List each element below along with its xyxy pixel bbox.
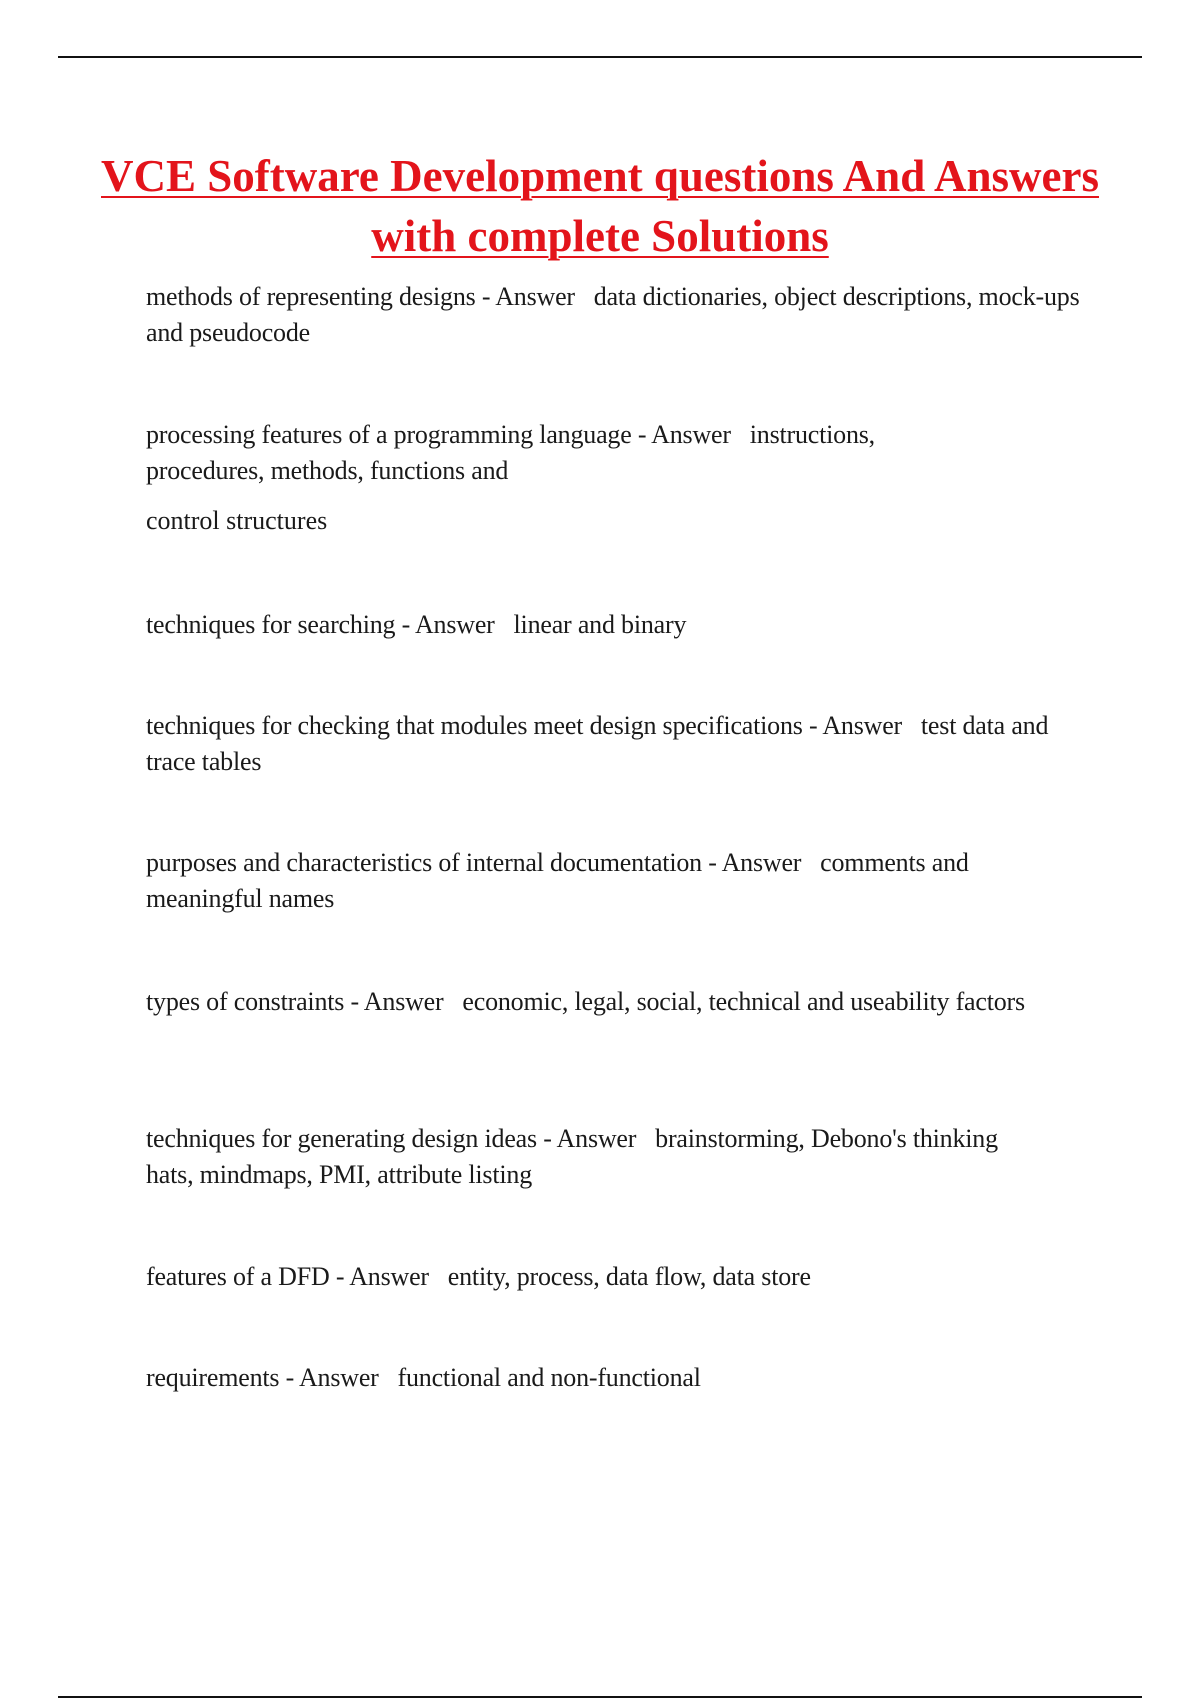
qa-item bbox=[146, 1360, 1086, 1396]
document-title: VCE Software Development questions And Answers with complete Solutions bbox=[101, 151, 1099, 261]
answer-text: functional and non-functional bbox=[397, 1363, 701, 1392]
qa-item bbox=[146, 708, 1086, 780]
answer-separator: - Answer bbox=[475, 282, 594, 311]
question-text: types of constraints bbox=[146, 987, 345, 1016]
qa-item bbox=[146, 417, 996, 489]
answer-separator: - Answer bbox=[329, 1262, 448, 1291]
answer-text: test data and trace tables bbox=[146, 711, 1055, 776]
answer-text: entity, process, data flow, data store bbox=[447, 1262, 811, 1291]
answer-separator: - Answer bbox=[279, 1363, 398, 1392]
answer-text: instructions, procedures, methods, functions and bbox=[146, 420, 882, 485]
question-text: methods of representing designs bbox=[146, 282, 476, 311]
qa-item bbox=[146, 1259, 1086, 1295]
answer-separator: - Answer bbox=[701, 848, 821, 877]
qa-item bbox=[146, 607, 1086, 643]
question-text: techniques for searching bbox=[146, 610, 396, 639]
question-text: purposes and characteristics of internal documentation bbox=[146, 848, 702, 877]
question-text: features of a DFD bbox=[146, 1262, 330, 1291]
answer-separator: - Answer bbox=[344, 987, 463, 1016]
question-text: techniques for checking that modules meet design specifications bbox=[146, 711, 803, 740]
answer-separator: - Answer bbox=[802, 711, 921, 740]
question-text: requirements bbox=[146, 1363, 280, 1392]
question-text: techniques for generating design ideas bbox=[146, 1124, 537, 1153]
answer-separator: - Answer bbox=[631, 420, 750, 449]
qa-item bbox=[146, 845, 1086, 917]
answer-text: linear and binary bbox=[513, 610, 687, 639]
answer-continuation: control structures bbox=[146, 506, 328, 535]
bottom-rule bbox=[58, 1696, 1142, 1698]
answer-separator: - Answer bbox=[536, 1124, 656, 1153]
qa-item bbox=[146, 984, 1086, 1020]
qa-item bbox=[146, 279, 1086, 351]
qa-item bbox=[146, 1121, 1026, 1193]
answer-text: data dictionaries, object descriptions, mock-ups and pseudocode bbox=[146, 282, 1086, 347]
answer-separator: - Answer bbox=[395, 610, 514, 639]
question-text: processing features of a programming language bbox=[146, 420, 632, 449]
answer-text: comments and meaningful names bbox=[146, 848, 975, 913]
top-rule bbox=[58, 56, 1142, 58]
answer-text: brainstorming, Debono's thinking hats, mindmaps, PMI, attribute listing bbox=[146, 1124, 1005, 1189]
answer-text: economic, legal, social, technical and useability factors bbox=[462, 987, 1025, 1016]
